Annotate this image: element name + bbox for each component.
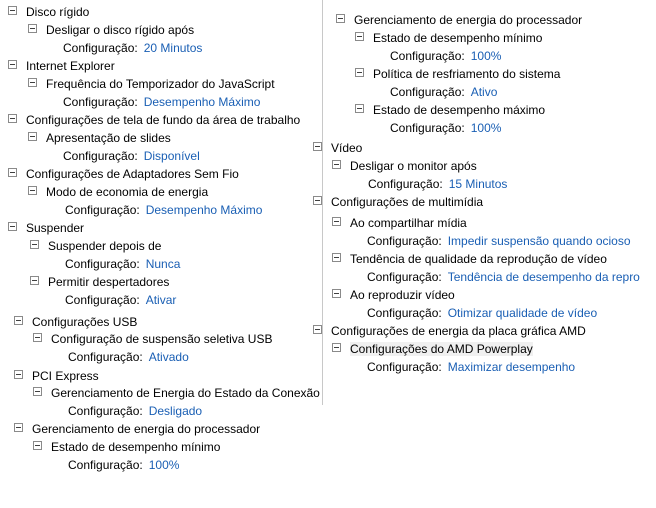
tree-item-reproduzir-video[interactable]: Ao reproduzir vídeo xyxy=(332,286,455,302)
setting-value-link[interactable]: Desligado xyxy=(148,403,203,418)
collapse-icon[interactable] xyxy=(30,240,39,249)
tree-group-suspender[interactable]: Suspender xyxy=(8,219,84,235)
tree-group-adaptadores-sem-fio[interactable]: Configurações de Adaptadores Sem Fio xyxy=(8,165,239,181)
tree-item-temporizador-javascript[interactable]: Frequência do Temporizador do JavaScript xyxy=(28,75,275,91)
tree-item-estado-desempenho-minimo[interactable]: Estado de desempenho mínimo xyxy=(355,29,542,45)
tree-item-suspender-depois[interactable]: Suspender depois de xyxy=(30,237,161,253)
setting-row: Configuração: 20 Minutos xyxy=(63,40,203,55)
setting-row: Configuração: Ativo xyxy=(390,84,498,99)
setting-row: Configuração: Ativado xyxy=(68,349,189,364)
setting-value-link[interactable]: Disponível xyxy=(143,148,200,163)
collapse-icon[interactable] xyxy=(355,32,364,41)
tree-item-desligar-monitor[interactable]: Desligar o monitor após xyxy=(332,157,477,173)
setting-row: Configuração: Disponível xyxy=(63,148,200,163)
collapse-icon[interactable] xyxy=(14,370,23,379)
collapse-icon[interactable] xyxy=(8,60,17,69)
setting-row: Configuração: Desempenho Máximo xyxy=(63,94,261,109)
collapse-icon[interactable] xyxy=(313,142,322,151)
tree-item-estado-desempenho-minimo[interactable]: Estado de desempenho mínimo xyxy=(33,438,220,454)
tree-group-placa-grafica-amd[interactable]: Configurações de energia da placa gráfica AMD xyxy=(313,322,586,338)
collapse-icon[interactable] xyxy=(30,276,39,285)
setting-row: Configuração: Nunca xyxy=(65,256,181,271)
setting-value-link[interactable]: Otimizar qualidade de vídeo xyxy=(447,305,598,320)
tree-item-qualidade-reproducao-video[interactable]: Tendência de qualidade da reprodução de vídeo xyxy=(332,250,607,266)
collapse-icon[interactable] xyxy=(14,423,23,432)
collapse-icon[interactable] xyxy=(28,78,37,87)
setting-value-link[interactable]: Desempenho Máximo xyxy=(145,202,263,217)
setting-row: Configuração: Desligado xyxy=(68,403,203,418)
setting-row: Configuração: 100% xyxy=(68,457,180,472)
setting-value-link[interactable]: 100% xyxy=(148,457,180,472)
collapse-icon[interactable] xyxy=(313,196,322,205)
tree-group-tela-de-fundo[interactable]: Configurações de tela de fundo da área de trabalho xyxy=(8,111,300,127)
collapse-icon[interactable] xyxy=(336,14,345,23)
tree-item-politica-resfriamento[interactable]: Política de resfriamento do sistema xyxy=(355,65,560,81)
setting-value-link[interactable]: Impedir suspensão quando ocioso xyxy=(447,233,631,248)
collapse-icon[interactable] xyxy=(332,253,341,262)
collapse-icon[interactable] xyxy=(8,168,17,177)
tree-item-compartilhar-midia[interactable]: Ao compartilhar mídia xyxy=(332,214,467,230)
collapse-icon[interactable] xyxy=(8,6,17,15)
selected-item-label: Configurações do AMD Powerplay xyxy=(350,341,533,356)
setting-value-link[interactable]: 100% xyxy=(470,48,502,63)
collapse-icon[interactable] xyxy=(8,222,17,231)
tree-group-processador-continued[interactable]: Gerenciamento de energia do processador xyxy=(336,11,582,27)
collapse-icon[interactable] xyxy=(28,24,37,33)
collapse-icon[interactable] xyxy=(14,316,23,325)
tree-item-amd-powerplay[interactable] xyxy=(332,340,533,356)
tree-group-pci-express[interactable]: PCI Express xyxy=(14,367,99,383)
collapse-icon[interactable] xyxy=(8,114,17,123)
setting-row: Configuração: Impedir suspensão quando ocioso xyxy=(367,233,631,248)
tree-group-video[interactable]: Vídeo xyxy=(313,139,362,155)
tree-group-internet-explorer[interactable]: Internet Explorer xyxy=(8,57,115,73)
setting-row: Configuração: 15 Minutos xyxy=(368,176,508,191)
setting-value-link[interactable]: Ativado xyxy=(148,349,189,364)
tree-item-suspensao-seletiva-usb[interactable]: Configuração de suspensão seletiva USB xyxy=(33,330,272,346)
setting-value-link[interactable]: Tendência de desempenho da repro xyxy=(447,269,640,284)
setting-value-link[interactable]: Ativar xyxy=(145,292,177,307)
collapse-icon[interactable] xyxy=(33,387,42,396)
setting-value-link[interactable]: Desempenho Máximo xyxy=(143,94,261,109)
collapse-icon[interactable] xyxy=(28,186,37,195)
setting-value-link[interactable]: 100% xyxy=(470,120,502,135)
setting-value-link[interactable]: 15 Minutos xyxy=(448,176,508,191)
collapse-icon[interactable] xyxy=(28,132,37,141)
setting-row: Configuração: Desempenho Máximo xyxy=(65,202,263,217)
setting-row: Configuração: 100% xyxy=(390,120,502,135)
setting-value-link[interactable]: Ativo xyxy=(470,84,498,99)
tree-item-permitir-despertadores[interactable]: Permitir despertadores xyxy=(30,273,169,289)
tree-group-disco-rigido[interactable]: Disco rígido xyxy=(8,3,89,19)
setting-row: Configuração: Tendência de desempenho da repro xyxy=(367,269,640,284)
collapse-icon[interactable] xyxy=(313,325,322,334)
tree-item-estado-da-conexao[interactable]: Gerenciamento de Energia do Estado da Conexão xyxy=(33,384,320,400)
setting-value-link[interactable]: 20 Minutos xyxy=(143,40,203,55)
collapse-icon[interactable] xyxy=(332,160,341,169)
tree-group-processador[interactable]: Gerenciamento de energia do processador xyxy=(14,420,260,436)
collapse-icon[interactable] xyxy=(332,343,341,352)
tree-item-apresentacao-slides[interactable]: Apresentação de slides xyxy=(28,129,171,145)
setting-value-link[interactable]: Nunca xyxy=(145,256,181,271)
collapse-icon[interactable] xyxy=(33,441,42,450)
collapse-icon[interactable] xyxy=(33,333,42,342)
tree-item-estado-desempenho-maximo[interactable]: Estado de desempenho máximo xyxy=(355,101,545,117)
tree-item-modo-economia[interactable]: Modo de economia de energia xyxy=(28,183,208,199)
collapse-icon[interactable] xyxy=(355,104,364,113)
tree-item-desligar-disco[interactable]: Desligar o disco rígido após xyxy=(28,21,194,37)
setting-value-link[interactable]: Maximizar desempenho xyxy=(447,359,576,374)
setting-row: Configuração: 100% xyxy=(390,48,502,63)
setting-row: Configuração: Ativar xyxy=(65,292,177,307)
collapse-icon[interactable] xyxy=(332,289,341,298)
collapse-icon[interactable] xyxy=(355,68,364,77)
collapse-icon[interactable] xyxy=(332,217,341,226)
tree-group-configuracoes-usb[interactable]: Configurações USB xyxy=(14,313,137,329)
setting-row: Configuração: Otimizar qualidade de vídeo xyxy=(367,305,598,320)
tree-group-multimidia[interactable]: Configurações de multimídia xyxy=(313,193,483,209)
setting-row: Configuração: Maximizar desempenho xyxy=(367,359,576,374)
